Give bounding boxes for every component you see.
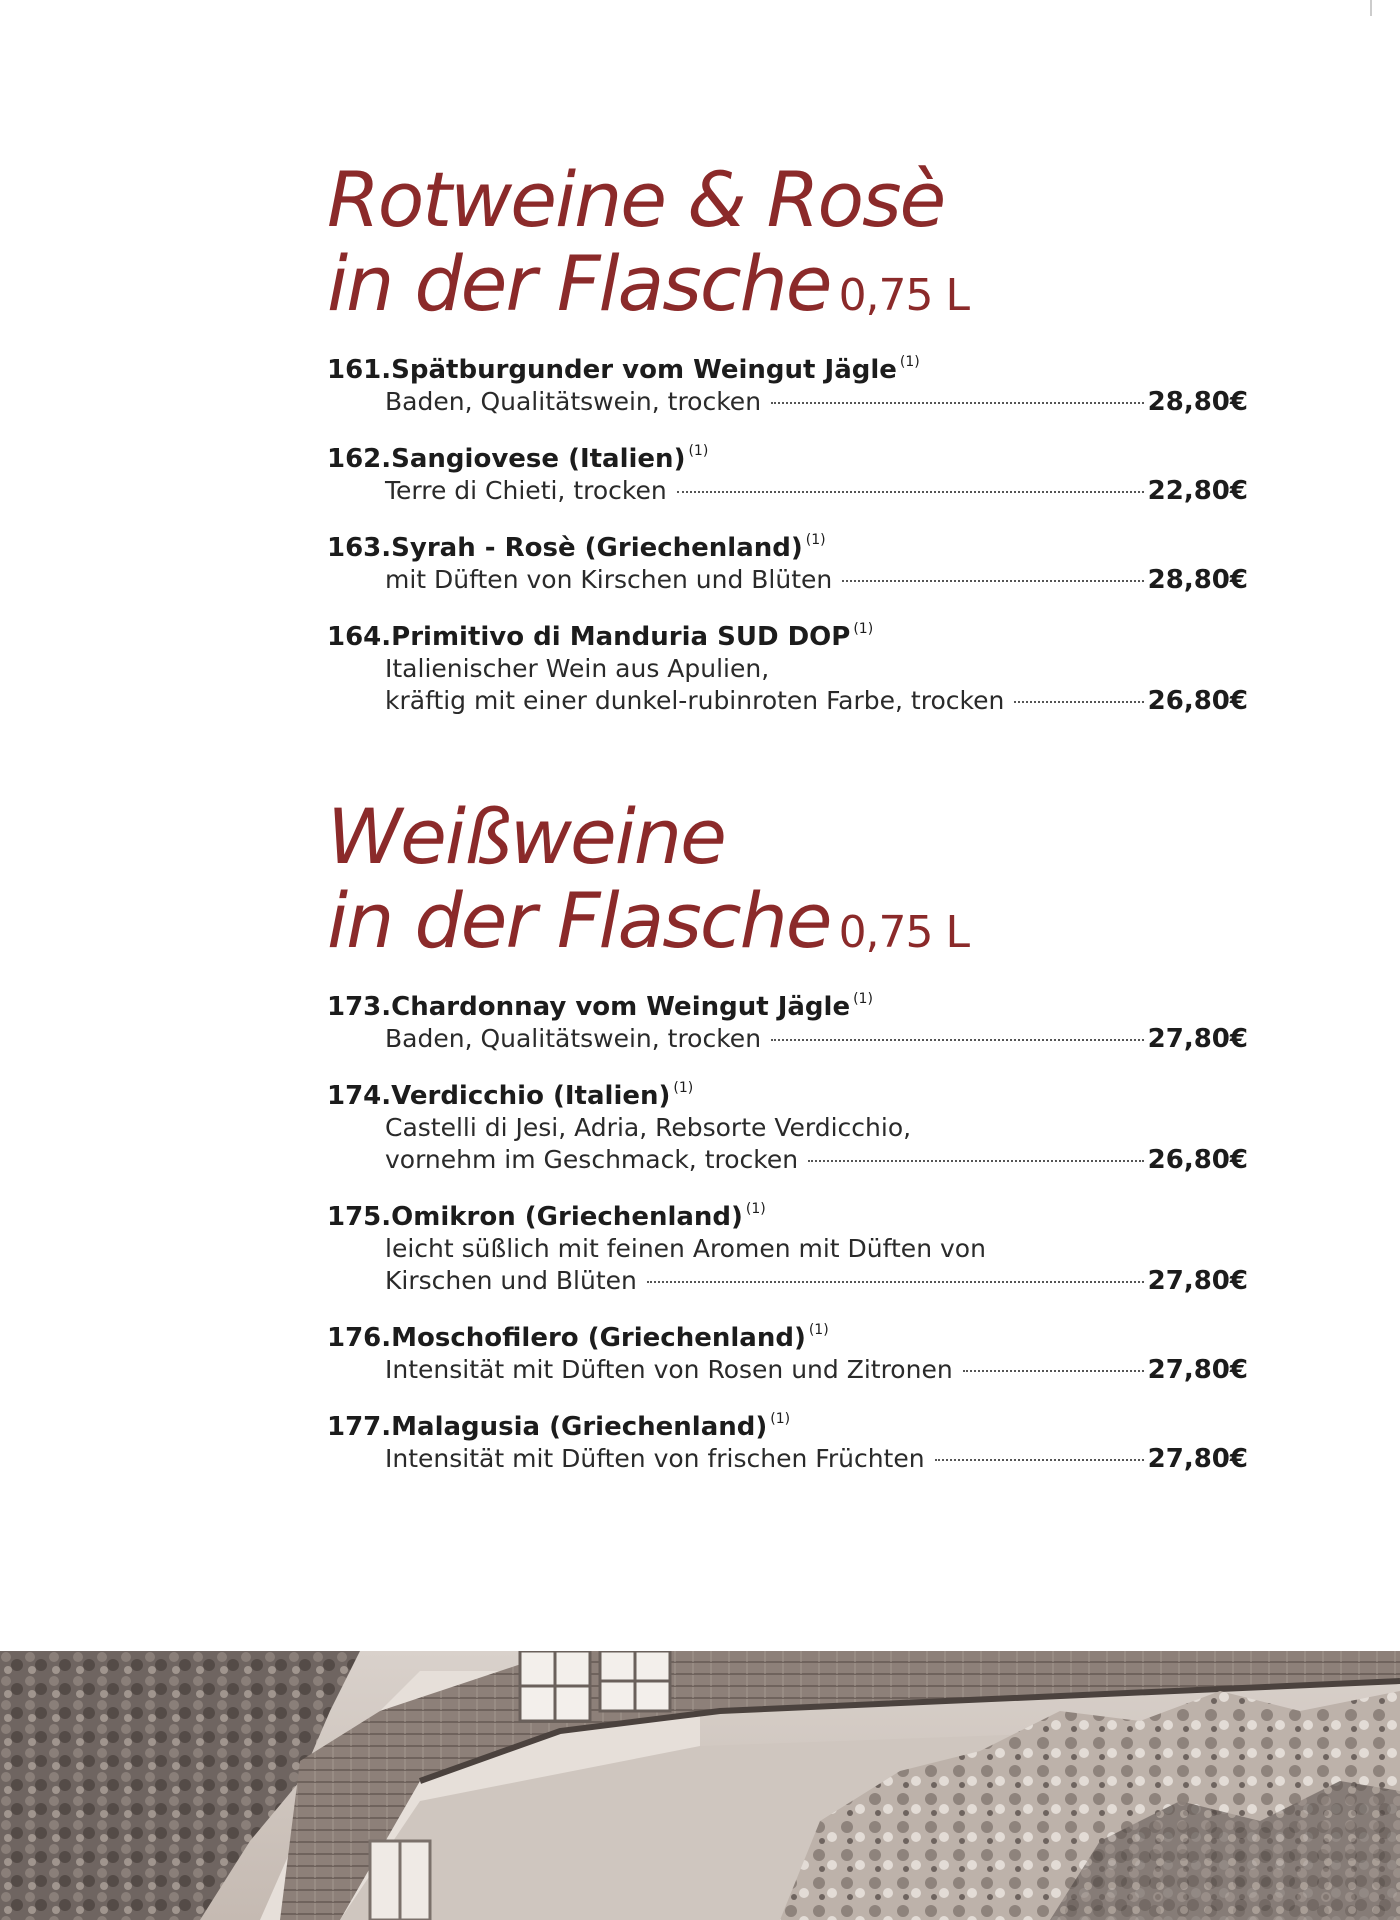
dotted-leader — [963, 1370, 1144, 1372]
description-price-line — [385, 564, 1248, 596]
description-price-line — [385, 386, 1248, 418]
wine-description — [385, 1023, 1248, 1055]
description-line: Italienischer Wein aus Apulien, — [385, 654, 770, 683]
description-price-line — [385, 1354, 1248, 1386]
dotted-leader — [647, 1281, 1144, 1283]
title-line-2 — [327, 876, 1248, 975]
title-line-1: Weißweine — [327, 792, 725, 881]
footnote-marker: (1) — [808, 1322, 829, 1338]
wine-description — [385, 1354, 1248, 1386]
wine-number: 161. — [327, 355, 392, 385]
description-line: Baden, Qualitätswein, trocken — [385, 1024, 762, 1053]
wine-price: 28,80€ — [1147, 387, 1248, 417]
dotted-leader — [771, 1039, 1144, 1041]
footnote-marker: (1) — [688, 443, 709, 459]
dotted-leader — [808, 1160, 1144, 1162]
wine-price: 27,80€ — [1147, 1024, 1248, 1054]
wine-item — [327, 346, 1248, 418]
wine-description — [385, 386, 1248, 418]
wine-list — [327, 983, 1248, 1475]
footnote-marker: (1) — [745, 1201, 766, 1217]
wine-heading — [327, 613, 1248, 653]
wine-heading — [327, 1193, 1248, 1233]
wine-name: Verdicchio (Italien) — [391, 1081, 671, 1111]
wine-name: Moschofilero (Griechenland) — [391, 1323, 806, 1353]
sepia-house-photo-icon — [0, 1651, 1400, 1920]
wine-description — [385, 1233, 1248, 1297]
wine-item — [327, 1193, 1248, 1297]
wine-item — [327, 1072, 1248, 1176]
footnote-marker: (1) — [673, 1080, 694, 1096]
wine-number: 175. — [327, 1202, 392, 1232]
wine-item — [327, 613, 1248, 717]
wine-name: Sangiovese (Italien) — [391, 444, 686, 474]
page-edge-mark — [1370, 0, 1372, 16]
wine-heading — [327, 1314, 1248, 1354]
title-line-2-text: in der Flasche — [327, 876, 831, 965]
wine-heading — [327, 1403, 1248, 1443]
wine-name: Chardonnay vom Weingut Jägle — [391, 992, 851, 1022]
wine-item — [327, 983, 1248, 1055]
wine-item — [327, 524, 1248, 596]
wine-number: 176. — [327, 1323, 392, 1353]
section-title — [327, 792, 1248, 975]
dotted-leader — [1014, 701, 1143, 703]
description-price-line — [385, 1023, 1248, 1055]
wine-heading — [327, 1072, 1248, 1112]
wine-heading — [327, 983, 1248, 1023]
wine-name: Malagusia (Griechenland) — [391, 1412, 768, 1442]
dotted-leader — [842, 580, 1143, 582]
wine-number: 162. — [327, 444, 392, 474]
wine-item — [327, 1403, 1248, 1475]
footnote-marker: (1) — [805, 532, 826, 548]
wine-number: 177. — [327, 1412, 392, 1442]
description-price-line — [385, 475, 1248, 507]
description-line: Terre di Chieti, trocken — [385, 476, 667, 505]
description-price-line — [385, 1144, 1248, 1176]
wine-heading — [327, 524, 1248, 564]
description-line: Intensität mit Düften von Rosen und Zitronen — [385, 1355, 953, 1384]
footnote-marker: (1) — [853, 621, 874, 637]
description-line: Kirschen und Blüten — [385, 1266, 637, 1295]
wine-heading — [327, 435, 1248, 475]
title-line-2-text: in der Flasche — [327, 239, 831, 328]
volume-label: 0,75 L — [838, 907, 970, 958]
wine-price: 26,80€ — [1147, 1145, 1248, 1175]
wine-price: 26,80€ — [1147, 686, 1248, 716]
dotted-leader — [677, 491, 1144, 493]
footnote-marker: (1) — [853, 991, 873, 1007]
dotted-leader — [771, 402, 1144, 404]
wine-number: 163. — [327, 533, 392, 563]
description-line: mit Düften von Kirschen und Blüten — [385, 565, 833, 594]
wine-number: 164. — [327, 622, 392, 652]
wine-name: Omikron (Griechenland) — [391, 1202, 743, 1232]
wine-heading — [327, 346, 1248, 386]
description-price-line — [385, 1443, 1248, 1475]
wine-price: 27,80€ — [1147, 1266, 1248, 1296]
wine-price: 27,80€ — [1147, 1355, 1248, 1385]
wine-name: Spätburgunder vom Weingut Jägle — [391, 355, 897, 385]
wine-number: 173. — [327, 992, 392, 1022]
title-line-2 — [327, 239, 1248, 338]
volume-label: 0,75 L — [838, 270, 970, 321]
description-price-line — [385, 685, 1248, 717]
wine-number: 174. — [327, 1081, 392, 1111]
wine-description — [385, 475, 1248, 507]
description-line: leicht süßlich mit feinen Aromen mit Düften von — [385, 1234, 986, 1263]
wine-list — [327, 346, 1248, 717]
wine-description — [385, 653, 1248, 717]
section-white-wines — [327, 792, 1248, 1492]
description-line: Intensität mit Düften von frischen Früchten — [385, 1444, 925, 1473]
wine-name: Primitivo di Manduria SUD DOP — [391, 622, 851, 652]
wine-price: 27,80€ — [1147, 1444, 1248, 1474]
section-title — [327, 155, 1248, 338]
sepia-house-photo — [0, 1651, 1400, 1920]
wine-price: 22,80€ — [1147, 476, 1248, 506]
wine-item — [327, 1314, 1248, 1386]
description-price-line — [385, 1265, 1248, 1297]
wine-description — [385, 1112, 1248, 1176]
description-line: Castelli di Jesi, Adria, Rebsorte Verdicchio, — [385, 1113, 912, 1142]
title-line-1: Rotweine & Rosè — [327, 155, 945, 244]
description-line: Baden, Qualitätswein, trocken — [385, 387, 762, 416]
footnote-marker: (1) — [899, 354, 920, 370]
description-line: vornehm im Geschmack, trocken — [385, 1145, 799, 1174]
wine-description — [385, 1443, 1248, 1475]
wine-price: 28,80€ — [1147, 565, 1248, 595]
section-red-wines — [327, 155, 1248, 734]
description-line: kräftig mit einer dunkel-rubinroten Farbe, trocken — [385, 686, 1005, 715]
wine-name: Syrah - Rosè (Griechenland) — [391, 533, 803, 563]
wine-description — [385, 564, 1248, 596]
wine-item — [327, 435, 1248, 507]
dotted-leader — [935, 1459, 1144, 1461]
footnote-marker: (1) — [770, 1411, 791, 1427]
